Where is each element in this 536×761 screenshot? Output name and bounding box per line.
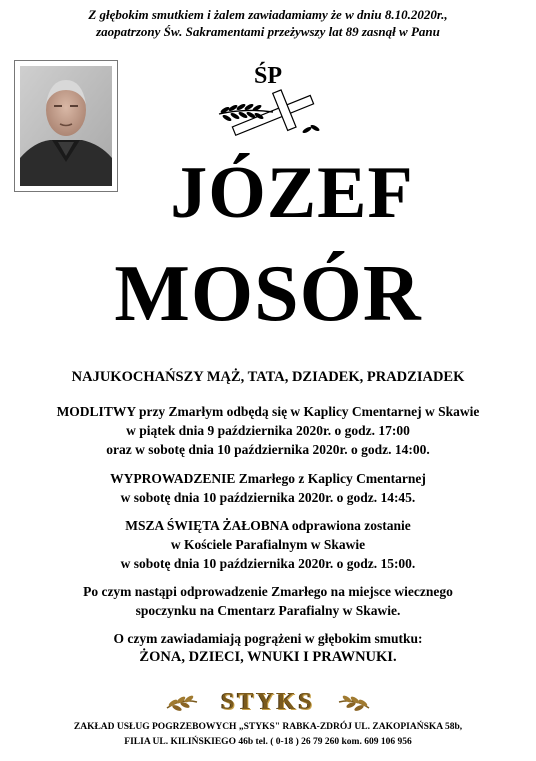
family-roles: NAJUKOCHAŃSZY MĄŻ, TATA, DZIADEK, PRADZIADEK (71, 369, 465, 385)
prayers-section (0, 402, 536, 459)
sp-label: ŚP (253, 63, 282, 89)
closing-section (0, 629, 536, 667)
burial-line-2: spoczynku na Cmentarz Parafialny w Skawie. (135, 603, 401, 618)
prayers-line-2: w piątek dnia 9 października 2020r. o godz. 17:00 (126, 423, 410, 438)
mass-line-1: MSZA ŚWIĘTA ŻAŁOBNA odprawiona zostanie (125, 518, 411, 533)
intro-text (0, 6, 536, 40)
burial-line-1: Po czym nastąpi odprowadzenie Zmarłego na miejsce wiecznego (83, 584, 453, 599)
mourners-list: ŻONA, DZIECI, WNUKI I PRAWNUKI. (139, 649, 397, 665)
prayers-line-1: MODLITWY przy Zmarłym odbędą się w Kaplicy Cmentarnej w Skawie (56, 404, 480, 419)
cross-with-palm-icon (215, 88, 325, 144)
logo-text: STYKS (221, 689, 315, 715)
burial-section (0, 582, 536, 620)
procession-line-1: WYPROWADZENIE Zmarłego z Kaplicy Cmentarnej (110, 471, 426, 486)
first-name: JÓZEF (170, 152, 414, 234)
mass-line-3: w sobotę dnia 10 października 2020r. o godz. 15:00. (120, 556, 416, 571)
intro-line-1: Z głębokim smutkiem i żalem zawiadamiamy że w dniu 8.10.2020r., (88, 7, 448, 22)
intro-line-2: zaopatrzony Św. Sakramentami przeżywszy lat 89 zasnął w Panu (96, 24, 440, 39)
footer-line-2: FILIA UL. KILIŃSKIEGO 46b tel. ( 0-18 ) 26 79 260 kom. 609 106 956 (124, 737, 412, 747)
laurel-leaf-icon (337, 692, 371, 712)
laurel-leaf-icon (165, 692, 199, 712)
prayers-line-3: oraz w sobotę dnia 10 października 2020r. o godz. 14:00. (106, 442, 430, 457)
footer-line-1: ZAKŁAD USŁUG POGRZEBOWYCH „STYKS" RABKA-ZDRÓJ UL. ZAKOPIAŃSKA 58b, (73, 722, 463, 732)
last-name: MOSÓR (114, 250, 422, 338)
closing-line-1: O czym zawiadamiają pogrążeni w głębokim smutku: (113, 631, 423, 646)
mass-line-2: w Kościele Parafialnym w Skawie (170, 537, 366, 552)
funeral-home-footer (0, 720, 536, 750)
procession-line-2: w sobotę dnia 10 października 2020r. o godz. 14:45. (120, 490, 416, 505)
mass-section (0, 516, 536, 573)
procession-section (0, 469, 536, 507)
styks-logo (165, 688, 371, 716)
